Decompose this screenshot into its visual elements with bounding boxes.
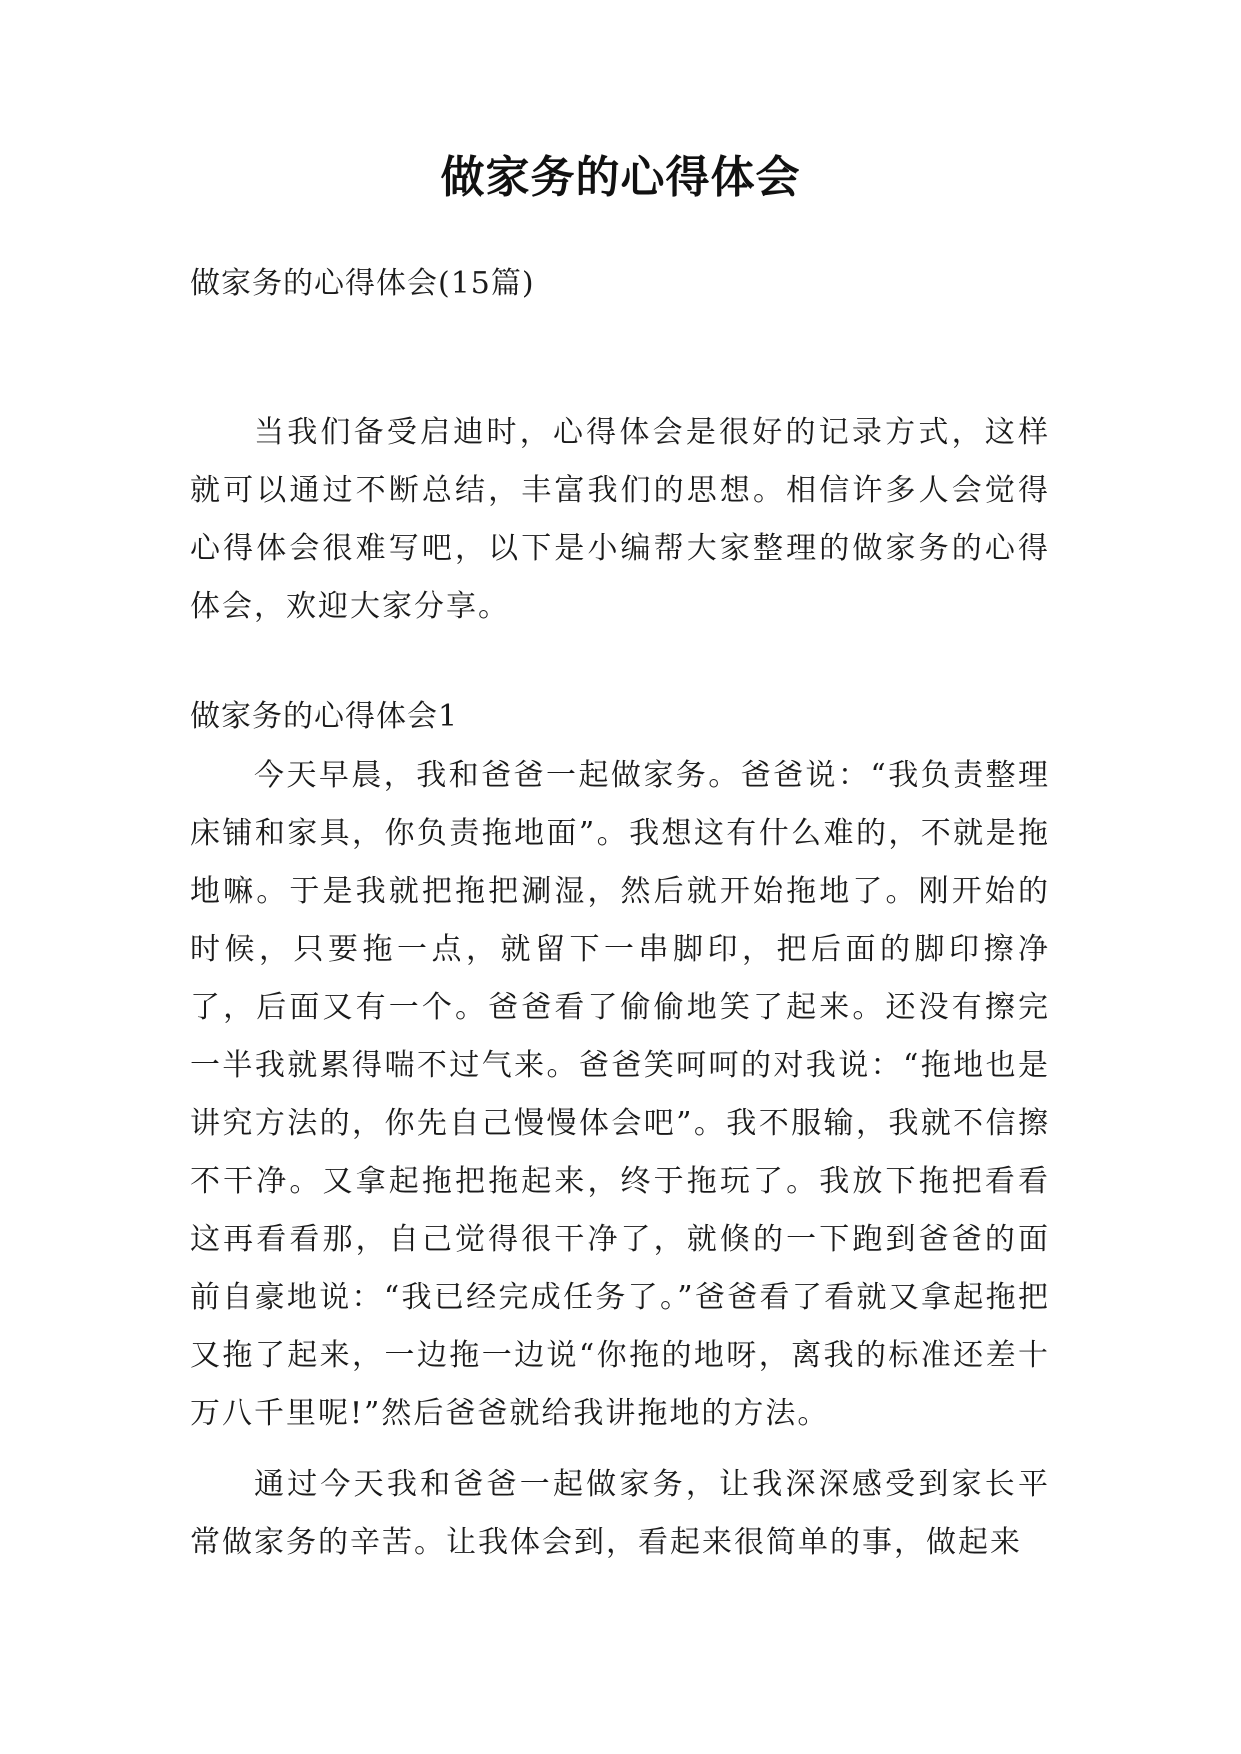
intro-paragraph: 当我们备受启迪时，心得体会是很好的记录方式，这样就可以通过不断总结，丰富我们的思想。相信许多人会觉得心得体会很难写吧，以下是小编帮大家整理的做家务的心得体会，欢迎大家分享。 [190,415,1050,624]
document-title: 做家务的心得体会 [440,152,801,203]
document-subtitle: 做家务的心得体会(15篇) [190,266,535,301]
body-paragraph: 今天早晨，我和爸爸一起做家务。爸爸说：“我负责整理床铺和家具，你负责拖地面”。我想这有什么难的，不就是拖地嘛。于是我就把拖把涮湿，然后就开始拖地了。刚开始的时候，只要拖一点，就留下一串脚印，把后面的脚印擦净了，后面又有一个。爸爸看了偷偷地笑了起来。还没有擦完一半我就累得喘不过气来。爸爸笑呵呵的对我说：“拖地也是讲究方法的，你先自己慢慢体会吧”。我不服输，我就不信擦不干净。又拿起拖把拖起来，终于拖玩了。我放下拖把看看这再看看那，自己觉得很干净了，就倏的一下跑到爸爸的面前自豪地说：“我已经完成任务了。”爸爸看了看就又拿起拖把又拖了起来，一边拖一边说“你拖的地呀，离我的标准还差十万八千里呢!”然后爸爸就给我讲拖地的方法。 [190,758,1050,1431]
section-heading: 做家务的心得体会1 [190,699,459,734]
body-paragraph: 通过今天我和爸爸一起做家务，让我深深感受到家长平常做家务的辛苦。让我体会到，看起来很简单的事，做起来 [190,1467,1050,1560]
